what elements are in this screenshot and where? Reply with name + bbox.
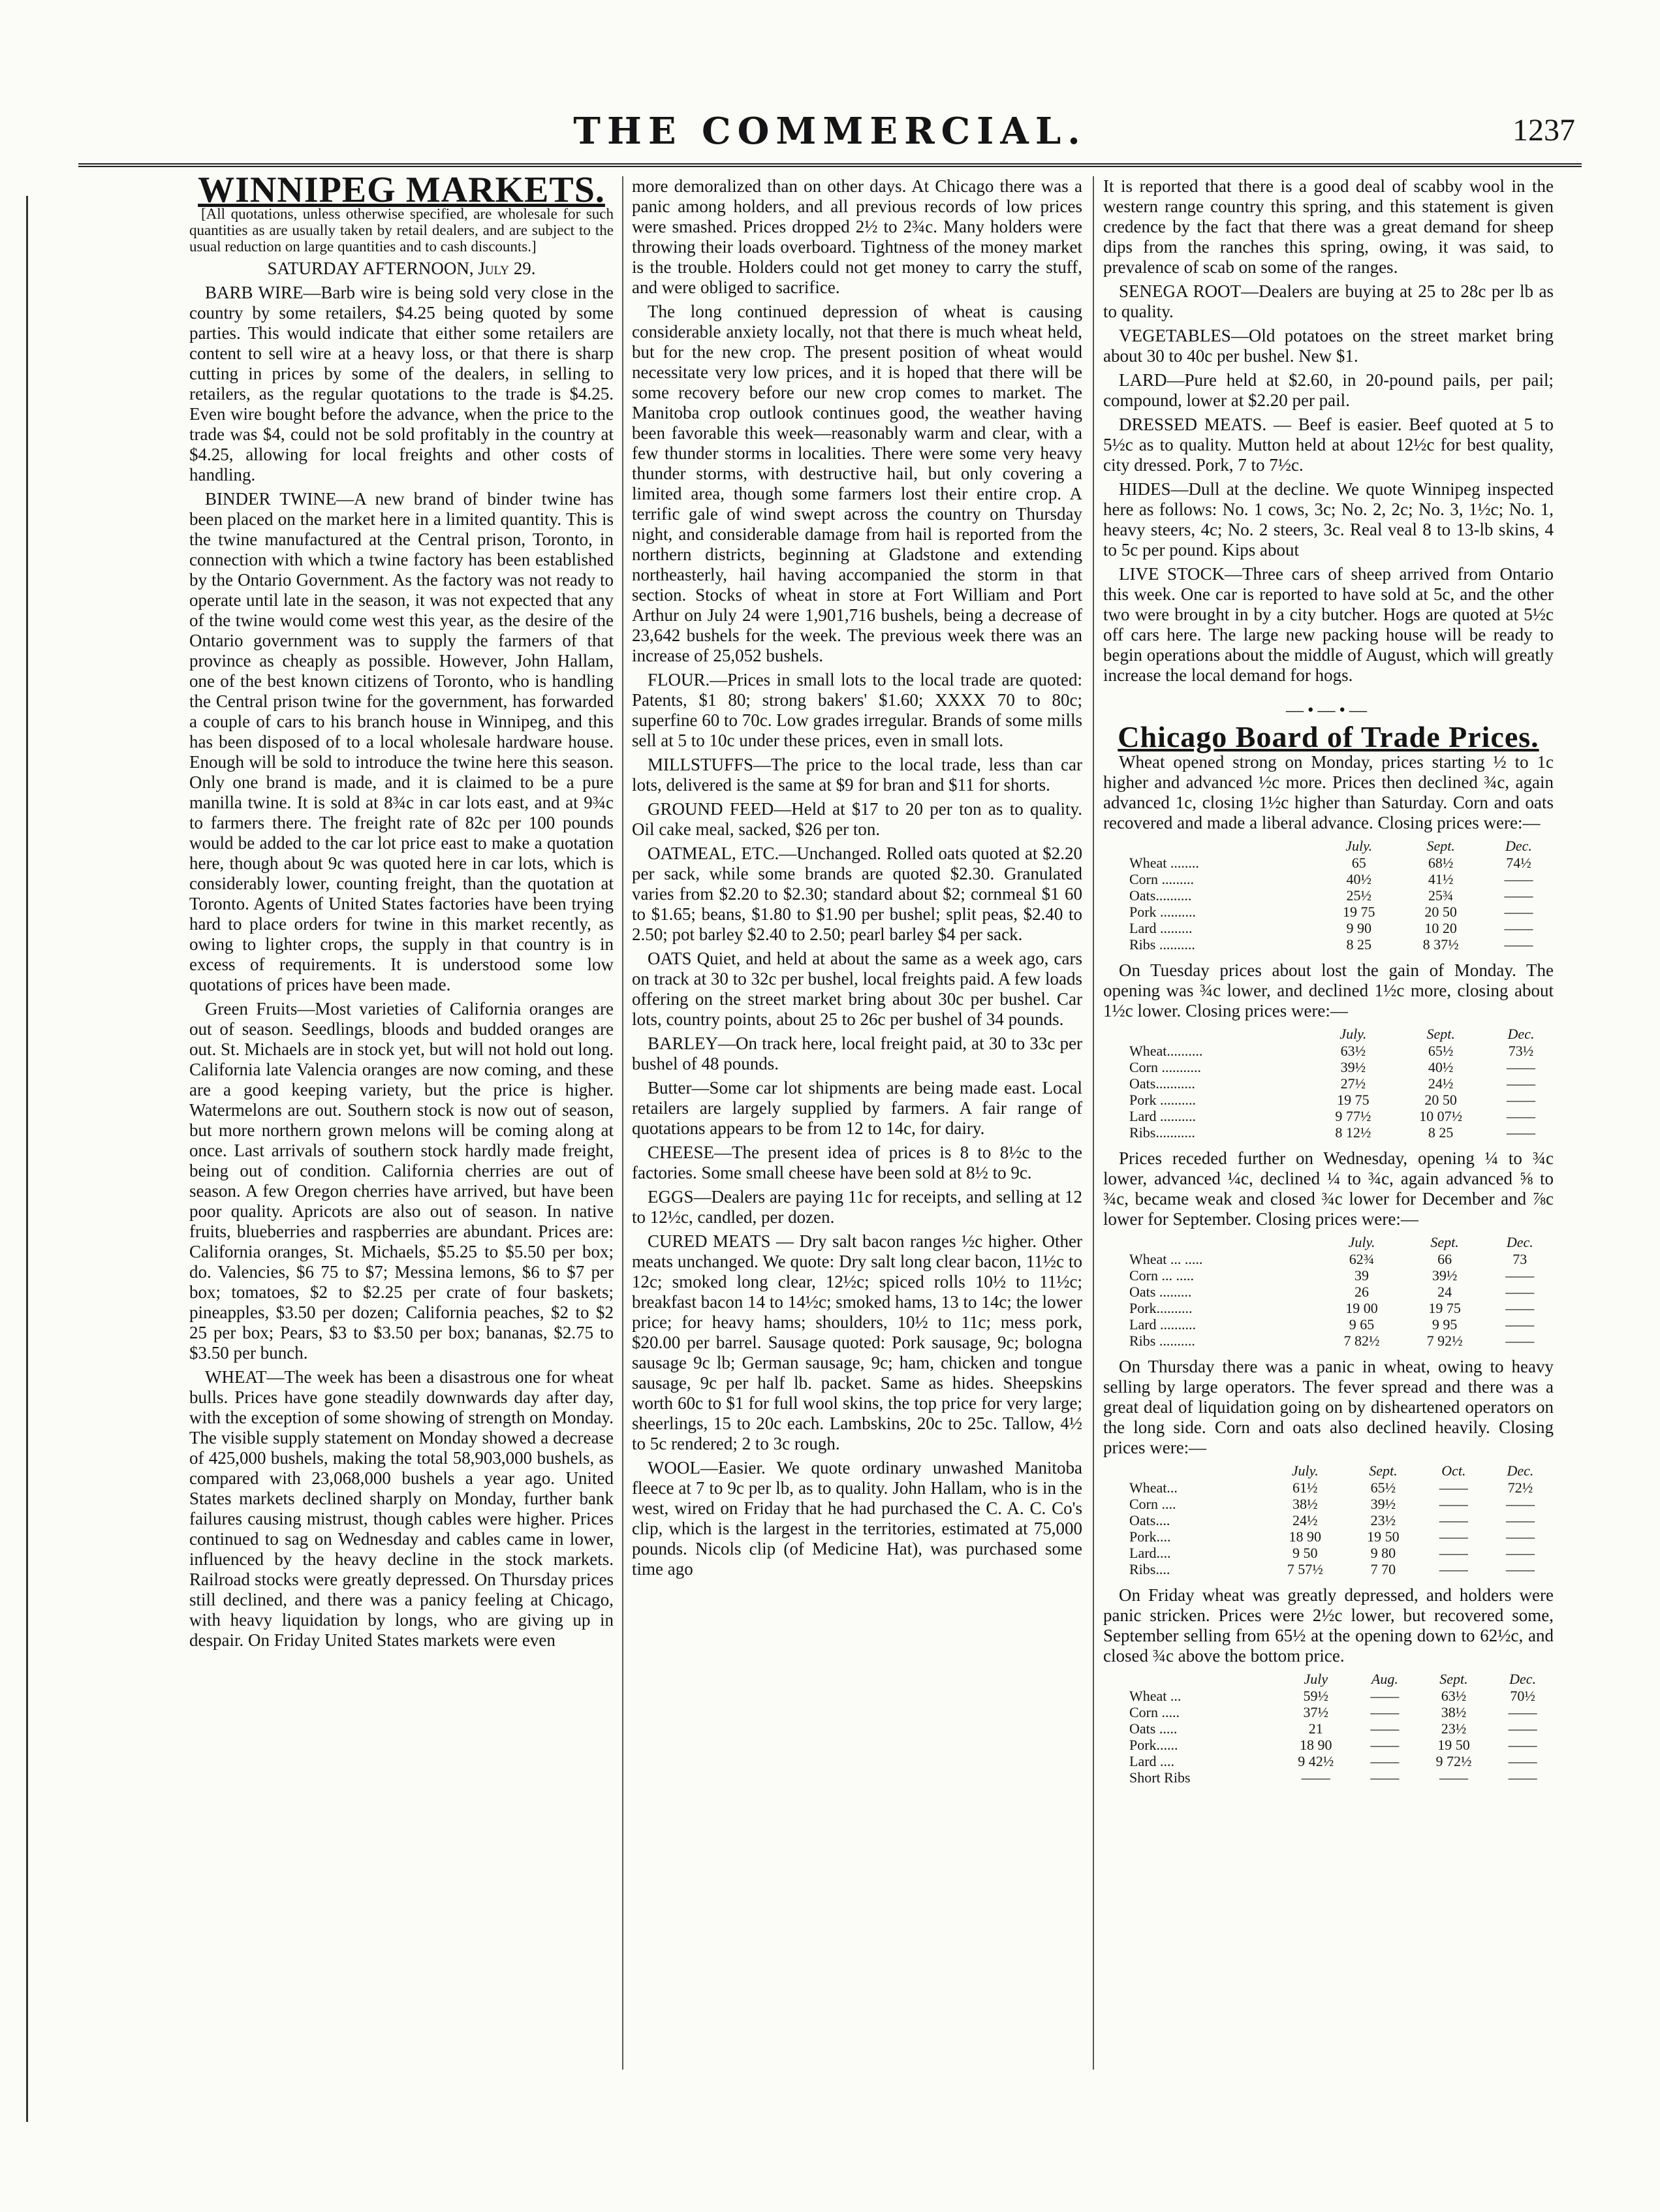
- table-column-header: Dec.: [1506, 1234, 1533, 1250]
- commodity-label: Corn ....: [1129, 1496, 1176, 1512]
- table-row: [1103, 1737, 1554, 1753]
- price-cell: 70½: [1510, 1688, 1535, 1704]
- price-cell: ——: [1439, 1528, 1468, 1545]
- page-number: 1237: [1512, 113, 1575, 148]
- paragraph-friday: On Friday wheat was greatly depressed, and holders were panic stricken. Prices were 2½c lower, but recovered some, September selling from 65½ at the opening down to 62½c, and closed ¾c above the bottom price.: [1103, 1585, 1554, 1666]
- table-column-header: [1103, 1233, 1321, 1251]
- commodity-label: Short Ribs: [1129, 1769, 1191, 1786]
- table-column-header: Oct.: [1441, 1462, 1466, 1479]
- price-cell: 19 00: [1345, 1300, 1378, 1316]
- price-cell: ——: [1439, 1769, 1468, 1786]
- price-cell: ——: [1505, 1300, 1535, 1316]
- price-cell: ——: [1508, 1720, 1537, 1737]
- price-cell: ——: [1370, 1704, 1400, 1720]
- commodity-label: Oats...........: [1129, 1075, 1195, 1092]
- column-1: [189, 170, 614, 1654]
- price-cell: 73½: [1508, 1043, 1534, 1059]
- price-cell: 8 25: [1428, 1124, 1454, 1141]
- column-divider: [1093, 176, 1094, 2070]
- price-cell: ——: [1507, 1108, 1536, 1124]
- price-cell: ——: [1370, 1737, 1400, 1753]
- price-cell: 38½: [1292, 1496, 1318, 1512]
- table-column-header: Dec.: [1507, 1462, 1534, 1479]
- paragraph-wool-continued: It is reported that there is a good deal of scabby wool in the western range country this spring, and this statement is given credence by the fact that there was a great demand for sheep dips from the ranches this spring, owing, it was said, to prevalence of scab on some of the ranges.: [1103, 176, 1554, 277]
- paragraph-wednesday: Prices receded further on Wednesday, opening ¼ to ¾c lower, advanced ¼c, declined ¼ to ¾c, again advanced ⅝ to ¾c, became weak and closed ¾c lower for December and ⅞c lower for September. Closing prices were:—: [1103, 1148, 1554, 1229]
- table-row: [1103, 1688, 1554, 1704]
- price-cell: 8 37½: [1422, 936, 1459, 953]
- commodity-label: Oats....: [1129, 1512, 1170, 1528]
- paragraph-thursday: On Thursday there was a panic in wheat, owing to heavy selling by large operators. The fever spread and there was a great deal of liquidation going on by disheartened operators on the long side. Corn and oats also declined heavily. Closing prices were:—: [1103, 1357, 1554, 1457]
- price-cell: 9 95: [1432, 1316, 1458, 1333]
- paragraph-lard: LARD—Pure held at $2.60, in 20-pound pails, per pail; compound, lower at $2.20 per pail.: [1103, 370, 1554, 410]
- price-cell: 65: [1351, 855, 1366, 871]
- paragraph-flour: FLOUR.—Prices in small lots to the local trade are quoted: Patents, $1 80; strong bakers' $1.60; XXXX 70 to 80c; superfine 60 to 70c. Low grades irregular. Brands of some mills sell at 5 to 10c under these prices, even in small lots.: [632, 670, 1082, 750]
- price-cell: 8 12½: [1335, 1124, 1371, 1141]
- commodity-label: Ribs...........: [1129, 1124, 1195, 1141]
- table-header-row: [1103, 1233, 1554, 1251]
- paragraph-monday: Wheat opened strong on Monday, prices starting ½ to 1c higher and advanced ½c more. Prices then declined ¾c, again advanced 1c, closing 1½c higher than Saturday. Corn and oats recovered and made a liberal advance. Closing prices were:—: [1103, 752, 1554, 832]
- price-cell: ——: [1507, 1124, 1536, 1141]
- commodity-label: Oats..........: [1129, 887, 1192, 904]
- price-cell: 37½: [1303, 1704, 1329, 1720]
- price-cell: ——: [1508, 1769, 1537, 1786]
- paragraph-live-stock: LIVE STOCK—Three cars of sheep arrived from Ontario this week. One car is reported to have sold at 5c, and the other two were brought in by a city butcher. Hogs are quoted at 5½c off cars here. The large new packing house will be ready to begin operations about the middle of August, which will greatly increase the local demand for hogs.: [1103, 564, 1554, 685]
- paragraph-eggs: EGGS—Dealers are paying 11c for receipts, and selling at 12 to 12½c, candled, per dozen.: [632, 1187, 1082, 1227]
- paragraph-barb-wire: BARB WIRE—Barb wire is being sold very close in the country by some retailers, $4.25 being quoted by some parties. This would indicate that either some retailers are content to sell wire at a heavy loss, or that there is sharp cutting in prices by some of the dealers, in selling to retailers, as the regular quotations to the trade is $4.25. Even wire bought before the advance, when the price to the trade was $4, could not be sold profitably in the country at $4.25, allowing for local freights and other costs of handling.: [189, 283, 614, 484]
- price-cell: ——: [1439, 1496, 1468, 1512]
- price-cell: 63½: [1441, 1688, 1467, 1704]
- commodity-label: Oats .....: [1129, 1720, 1178, 1737]
- price-cell: ——: [1301, 1769, 1330, 1786]
- price-cell: ——: [1505, 1316, 1535, 1333]
- header-rule: [78, 163, 1582, 167]
- price-cell: 10 20: [1424, 920, 1457, 936]
- page-edge-rule: [26, 196, 28, 2122]
- price-cell: 23½: [1441, 1720, 1467, 1737]
- dateline: SATURDAY AFTERNOON, July 29.: [267, 259, 536, 278]
- price-cell: ——: [1439, 1479, 1468, 1496]
- paragraph-wool: WOOL—Easier. We quote ordinary unwashed Manitoba fleece at 7 to 9c per lb, as to quality. John Hallam, who is in the west, wired on Friday that he had purchased the C. A. C. Co's clip, which is the largest in the territories, estimated at 75,000 pounds. Nicols clip (of Medicine Hat), was purchased some time ago: [632, 1458, 1082, 1579]
- table-column-header: Sept.: [1439, 1671, 1468, 1687]
- masthead-title: THE COMMERCIAL.: [573, 110, 1087, 153]
- table-column-header: Dec.: [1509, 1671, 1537, 1687]
- paragraph-millstuffs: MILLSTUFFS—The price to the local trade, less than car lots, delivered is the same at $9 for bran and $11 for shorts.: [632, 755, 1082, 795]
- price-cell: ——: [1505, 1561, 1535, 1577]
- price-cell: ——: [1505, 1496, 1535, 1512]
- price-cell: 10 07½: [1419, 1108, 1463, 1124]
- price-cell: 7 57½: [1287, 1561, 1323, 1577]
- price-cell: 66: [1437, 1251, 1452, 1267]
- table-row: [1103, 1059, 1554, 1075]
- price-cell: 18 90: [1300, 1737, 1332, 1753]
- table-row: [1103, 1479, 1554, 1496]
- commodity-label: Wheat...: [1129, 1479, 1178, 1496]
- price-cell: 41½: [1428, 871, 1454, 887]
- table-column-header: July: [1304, 1671, 1328, 1687]
- paragraph-oatmeal: OATMEAL, ETC.—Unchanged. Rolled oats quoted at $2.20 per sack, while some brands are quoted $2.30. Granulated varies from $2.20 to $2.30; standard about $2; cornmeal $1 60 to $1.65; beans, $1.80 to $1.90 per bushel; split peas, $2.40 to 2.50; pot barley $2.40 to 2.50; pearl barley $4 per sack.: [632, 844, 1082, 944]
- price-cell: ——: [1370, 1769, 1400, 1786]
- table-column-header: July.: [1348, 1234, 1375, 1250]
- commodity-label: Pork....: [1129, 1528, 1171, 1545]
- price-cell: ——: [1439, 1561, 1468, 1577]
- price-cell: ——: [1505, 1284, 1535, 1300]
- paragraph-binder-twine: BINDER TWINE—A new brand of binder twine has been placed on the market here in a limited quantity. This is the twine manufactured at the Central prison, Toronto, in connection with which a twine factory has been established by the Ontario Government. As the factory was not ready to operate until late in the season, it was not expected that any of the twine would come west this year, as the desire of the Ontario government was to supply the farmers of that province as cheaply as possible. However, John Hallam, one of the best known citizens of Toronto, who is handling the Central prison twine for the government, has forwarded a couple of cars to his branch house in Winnipeg, and this has been disposed of to a local wholesale hardware house. Enough will be sold to introduce the twine here this season. Only one brand is made, and it is claimed to be a pure manilla twine. It is sold at 8¾c in car lots east, and at 9¾c to farmers there. The freight rate of 82c per 100 pounds would be added to the car lot price east to make a quotation here, though about 9c was quoted here in car lots, which is considerably lower, counting freight, than the quotation at Toronto. Agents of United States factories have been trying hard to place orders for twine in this market recently, as owing to lighter crops, the supply in that country is in excess of requirements. It is understood some low quotations of prices have been made.: [189, 489, 614, 994]
- price-cell: 24½: [1292, 1512, 1318, 1528]
- price-cell: ——: [1505, 1545, 1535, 1561]
- price-cell: 19 75: [1428, 1300, 1461, 1316]
- table-row: [1103, 855, 1554, 871]
- commodity-label: Lard ....: [1129, 1753, 1175, 1769]
- price-cell: ——: [1504, 887, 1533, 904]
- price-table-thursday: [1103, 1462, 1554, 1577]
- price-cell: 9 42½: [1298, 1753, 1334, 1769]
- table-header-row: [1103, 1670, 1554, 1688]
- price-cell: 19 50: [1437, 1737, 1470, 1753]
- price-cell: 9 90: [1346, 920, 1371, 936]
- table-column-header: Dec.: [1505, 838, 1532, 854]
- table-row: [1103, 1333, 1554, 1349]
- paragraph-vegetables: VEGETABLES—Old potatoes on the street market bring about 30 to 40c per bushel. New $1.: [1103, 326, 1554, 366]
- price-cell: 27½: [1340, 1075, 1366, 1092]
- commodity-label: Pork ..........: [1129, 904, 1197, 920]
- price-cell: 39½: [1340, 1059, 1366, 1075]
- price-cell: 9 65: [1349, 1316, 1375, 1333]
- price-cell: 39: [1355, 1267, 1370, 1284]
- price-cell: 19 75: [1337, 1092, 1370, 1108]
- table-column-header: [1103, 1025, 1313, 1043]
- price-cell: 9 80: [1370, 1545, 1396, 1561]
- price-cell: ——: [1505, 1512, 1535, 1528]
- table-column-header: July.: [1345, 838, 1373, 854]
- price-cell: 25¾: [1428, 887, 1454, 904]
- price-cell: 68½: [1428, 855, 1454, 871]
- price-cell: ——: [1370, 1753, 1400, 1769]
- table-column-header: Dec.: [1507, 1026, 1535, 1042]
- price-cell: 8 25: [1346, 936, 1371, 953]
- commodity-label: Ribs ..........: [1129, 936, 1195, 953]
- price-cell: 19 50: [1367, 1528, 1400, 1545]
- commodity-label: Lard .........: [1129, 920, 1193, 936]
- paragraph-hides: HIDES—Dull at the decline. We quote Winnipeg inspected here as follows: No. 1 cows, 3c; No. 2, 2c; No. 3, 1½c; No. 1, heavy steers, 4c; No. 2 steers, 3c. Real veal 8 to 13-lb skins, 4 to 5c per pound. Kips about: [1103, 479, 1554, 560]
- table-row: [1103, 1561, 1554, 1577]
- price-cell: ——: [1370, 1720, 1400, 1737]
- price-cell: ——: [1504, 920, 1533, 936]
- price-cell: 40½: [1428, 1059, 1454, 1075]
- commodity-label: Corn ...........: [1129, 1059, 1201, 1075]
- commodity-label: Lard ..........: [1129, 1108, 1197, 1124]
- price-cell: 18 90: [1289, 1528, 1321, 1545]
- price-cell: 65½: [1428, 1043, 1454, 1059]
- price-cell: 73: [1512, 1251, 1527, 1267]
- paragraph-barley: BARLEY—On track here, local freight paid, at 30 to 33c per bushel of 48 pounds.: [632, 1034, 1082, 1073]
- paragraph-butter: Butter—Some car lot shipments are being made east. Local retailers are largely supplied by farmers. A fair range of quotations appears to be from 12 to 14c, for dairy.: [632, 1078, 1082, 1138]
- paragraph-oats: OATS Quiet, and held at about the same as a week ago, cars on track at 30 to 32c per bushel, local freights paid. A few loads offering on the street market bring about 30c per bushel. Car lots, country points, about 25 to 26c per bushel of 34 pounds.: [632, 949, 1082, 1029]
- price-cell: ——: [1508, 1753, 1537, 1769]
- price-cell: ——: [1507, 1092, 1536, 1108]
- column-2: [632, 176, 1082, 1583]
- price-cell: ——: [1505, 1267, 1535, 1284]
- page-header: [78, 110, 1582, 162]
- column-3: [1103, 176, 1554, 1793]
- commodity-label: Ribs....: [1129, 1561, 1170, 1577]
- price-cell: ——: [1439, 1512, 1468, 1528]
- commodity-label: Ribs ..........: [1129, 1333, 1195, 1349]
- paragraph-wheat: WHEAT—The week has been a disastrous one for wheat bulls. Prices have gone steadily downwards day after day, with the exception of some showing of strength on Monday. The visible supply statement on Monday showed a decrease of 425,000 bushels, making the total 58,903,000 bushels, as compared with 23,068,000 bushels a year ago. United States markets declined sharply on Monday, further bank failures causing mistrust, though cables were higher. Prices continued to sag on Wednesday and cables came in lower, influenced by the heavy decline in the stock markets. Railroad stocks were greatly depressed. On Thursday prices still declined, and there was a panicy feeling at Chicago, with heavy liquidation by longs, who are giving up in despair. On Friday United States markets were even: [189, 1367, 614, 1650]
- commodity-label: Pork......: [1129, 1737, 1178, 1753]
- price-table-friday: [1103, 1670, 1554, 1786]
- table-row: [1103, 1528, 1554, 1545]
- commodity-label: Wheat ... .....: [1129, 1251, 1203, 1267]
- price-cell: 39½: [1370, 1496, 1396, 1512]
- price-cell: 21: [1308, 1720, 1323, 1737]
- commodity-label: Pork ..........: [1129, 1092, 1197, 1108]
- table-row: [1103, 1512, 1554, 1528]
- price-cell: 7 70: [1370, 1561, 1396, 1577]
- table-row: [1103, 1284, 1554, 1300]
- table-column-header: July.: [1339, 1026, 1367, 1042]
- table-row: [1103, 1545, 1554, 1561]
- price-cell: ——: [1505, 1333, 1535, 1349]
- table-column-header: Sept.: [1426, 838, 1455, 854]
- price-cell: 23½: [1370, 1512, 1396, 1528]
- price-cell: 25½: [1346, 887, 1371, 904]
- price-cell: 39½: [1432, 1267, 1458, 1284]
- price-cell: 9 72½: [1435, 1753, 1472, 1769]
- paragraph-dressed-meats: DRESSED MEATS. — Beef is easier. Beef quoted at 5 to 5½c as to quality. Mutton held at about 12½c for best quality, city dressed. Pork, 7 to 7½c.: [1103, 415, 1554, 475]
- table-row: [1103, 1300, 1554, 1316]
- table-row: [1103, 1496, 1554, 1512]
- table-row: [1103, 1075, 1554, 1092]
- price-cell: 38½: [1441, 1704, 1467, 1720]
- table-column-header: Sept.: [1369, 1462, 1398, 1479]
- price-cell: ——: [1508, 1704, 1537, 1720]
- commodity-label: Corn .....: [1129, 1704, 1180, 1720]
- table-column-header: Aug.: [1371, 1671, 1398, 1687]
- price-cell: 63½: [1340, 1043, 1366, 1059]
- table-column-header: July.: [1291, 1462, 1319, 1479]
- paragraph-wheat-continued: more demoralized than on other days. At Chicago there was a panic among holders, and all previous records of low prices were smashed. Prices dropped 2½ to 2¾c. Many holders were throwing their loads overboard. Tightness of the money market is the trouble. Holders could not get money to carry the stuff, and were obliged to sacrifice.: [632, 176, 1082, 297]
- price-cell: 19 75: [1342, 904, 1375, 920]
- commodity-label: Lard ..........: [1129, 1316, 1197, 1333]
- table-header-row: [1103, 837, 1554, 855]
- table-row: [1103, 1316, 1554, 1333]
- price-cell: 61½: [1292, 1479, 1318, 1496]
- table-column-header: [1103, 1462, 1264, 1479]
- table-row: [1103, 1251, 1554, 1267]
- price-cell: ——: [1370, 1688, 1400, 1704]
- table-row: [1103, 1753, 1554, 1769]
- price-cell: 24½: [1428, 1075, 1454, 1092]
- table-row: [1103, 904, 1554, 920]
- commodity-label: Corn .........: [1129, 871, 1194, 887]
- paragraph-tuesday: On Tuesday prices about lost the gain of Monday. The opening was ¾c lower, and declined 1½c more, closing about 1½c lower. Closing prices were:—: [1103, 960, 1554, 1020]
- table-row: [1103, 936, 1554, 953]
- price-cell: 74½: [1506, 855, 1531, 871]
- table-column-header: [1103, 1670, 1278, 1688]
- table-row: [1103, 1124, 1554, 1141]
- price-cell: 65½: [1370, 1479, 1396, 1496]
- table-header-row: [1103, 1025, 1554, 1043]
- paragraph-green-fruits: Green Fruits—Most varieties of California oranges are out of season. Seedlings, bloods and budded oranges are out. St. Michaels are in stock yet, but will not hold out long. California late Valencia oranges are now coming, and these are a good keeping variety, but the price is higher. Watermelons are out. Southern stock is now out of season, but more northern grown melons will be coming along at once. Last arrivals of southern stock hardly made freight, being out of condition. California cherries are out of season. A few Oregon cherries have arrived, but have been poor quality. Apricots are also out of season. In native fruits, blueberries and raspberries are abundant. Prices are: California oranges, St. Michaels, $5.25 to $5.50 per box; do. Valencies, $6 75 to $7; Messina lemons, $6 to $7 per box; tomatoes, $2 to $2.25 per crate of four baskets; pineapples, $3.50 per dozen; California peaches, $2 to $2 25 per box; Pears, $3 to $3.50 per box; bananas, $2.75 to $3.50 per bunch.: [189, 999, 614, 1363]
- table-row: [1103, 1769, 1554, 1786]
- price-cell: 20 50: [1424, 1092, 1457, 1108]
- column-divider: [622, 176, 623, 2070]
- price-cell: ——: [1504, 871, 1533, 887]
- chicago-heading: Chicago Board of Trade Prices.: [1118, 720, 1539, 753]
- price-cell: 24: [1437, 1284, 1452, 1300]
- price-cell: ——: [1504, 904, 1533, 920]
- commodity-label: Oats .........: [1129, 1284, 1192, 1300]
- price-cell: ——: [1508, 1737, 1537, 1753]
- paragraph-ground-feed: GROUND FEED—Held at $17 to 20 per ton as to quality. Oil cake meal, sacked, $26 per ton.: [632, 799, 1082, 839]
- price-cell: ——: [1439, 1545, 1468, 1561]
- quotation-note: [All quotations, unless otherwise specified, are wholesale for such quantities as are usually taken by retail dealers, and are subject to the usual reduction on large quantities and to cash discounts.]: [189, 206, 614, 255]
- table-column-header: Sept.: [1426, 1026, 1455, 1042]
- commodity-label: Wheat ...: [1129, 1688, 1182, 1704]
- price-cell: ——: [1507, 1075, 1536, 1092]
- price-cell: ——: [1507, 1059, 1536, 1075]
- commodity-label: Wheat ........: [1129, 855, 1199, 871]
- price-cell: ——: [1505, 1528, 1535, 1545]
- price-table-tuesday: [1103, 1025, 1554, 1141]
- paragraph-cured-meats: CURED MEATS — Dry salt bacon ranges ½c higher. Other meats unchanged. We quote: Dry salt long clear bacon, 11½c to 12c; smoked long clear, 12½c; spiced rolls 10½ to 11½c; breakfast bacon 14 to 14½c; smoked hams, 13 to 14c; the lower price; for heavy hams; shoulders, 10½ to 11c; mess pork, $20.00 per barrel. Sausage quoted: Pork sausage, 9c; bologna sausage 9c lb; German sausage, 9c; ham, chicken and tongue sausage, 9c per half lb. packet. Same as hides. Sheepskins worth 60c to $1 for full wool skins, the top price for very large; sheerlings, 15 to 20c each. Lambskins, 20c to 25c. Tallow, 4½ to 5c rendered; 2 to 3c rough.: [632, 1231, 1082, 1453]
- price-cell: 40½: [1346, 871, 1371, 887]
- table-row: [1103, 1267, 1554, 1284]
- paragraph-senega-root: SENEGA ROOT—Dealers are buying at 25 to 28c per lb as to quality.: [1103, 281, 1554, 321]
- price-cell: ——: [1504, 936, 1533, 953]
- price-cell: 20 50: [1424, 904, 1457, 920]
- price-cell: 26: [1355, 1284, 1370, 1300]
- price-cell: 9 77½: [1335, 1108, 1371, 1124]
- commodity-label: Wheat..........: [1129, 1043, 1203, 1059]
- price-cell: 9 50: [1292, 1545, 1318, 1561]
- price-cell: 72½: [1507, 1479, 1533, 1496]
- paragraph-depression: The long continued depression of wheat is causing considerable anxiety locally, not that there is much wheat held, but for the new crop. The present position of wheat would necessitate very low prices, and it is hoped that there will be some recovery before our new crop comes to market. The Manitoba crop outlook continues good, the weather having been favorable this week—reasonably warm and clear, with a few thunder storms in localities. There were some very heavy thunder storms, with destructive hail, but only covering a limited area, though some farmers lost their entire crop. A terrific gale of wind swept across the country on Thursday night, and considerable damage from hail is reported from the northern districts, beginning at Gladstone and extending northeasterly, hail having accompanied the storm in that section. Stocks of wheat in store at Fort William and Port Arthur on July 24 were 1,901,716 bushels, being a decrease of 23,642 bushels for the week. The previous week there was an increase of 25,052 bushels.: [632, 302, 1082, 665]
- table-column-header: [1103, 837, 1320, 855]
- commodity-label: Corn ... .....: [1129, 1267, 1194, 1284]
- commodity-label: Pork..........: [1129, 1300, 1193, 1316]
- table-header-row: [1103, 1462, 1554, 1479]
- price-cell: 62¾: [1349, 1251, 1375, 1267]
- price-cell: 7 92½: [1426, 1333, 1463, 1349]
- table-row: [1103, 1704, 1554, 1720]
- section-heading: WINNIPEG MARKETS.: [198, 170, 605, 210]
- table-row: [1103, 1720, 1554, 1737]
- price-cell: 59½: [1303, 1688, 1329, 1704]
- table-row: [1103, 871, 1554, 887]
- section-separator: —•—•—: [1286, 700, 1371, 719]
- table-row: [1103, 1108, 1554, 1124]
- table-row: [1103, 1043, 1554, 1059]
- commodity-label: Lard....: [1129, 1545, 1171, 1561]
- table-column-header: Sept.: [1430, 1234, 1459, 1250]
- paragraph-cheese: CHEESE—The present idea of prices is 8 to 8½c to the factories. Some small cheese have been sold at 8½ to 9c.: [632, 1143, 1082, 1182]
- price-cell: 7 82½: [1343, 1333, 1380, 1349]
- table-row: [1103, 920, 1554, 936]
- table-row: [1103, 887, 1554, 904]
- price-table-wednesday: [1103, 1233, 1554, 1349]
- table-row: [1103, 1092, 1554, 1108]
- price-table-monday: [1103, 837, 1554, 953]
